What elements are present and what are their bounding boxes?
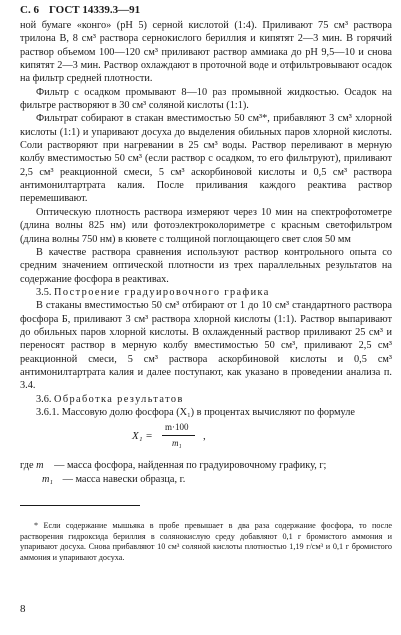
- section-number: 3.6.: [36, 393, 52, 405]
- formula: [20, 421, 392, 457]
- paragraph-2: Фильтр с осадком промывают 8—10 раз промывной жидкостью. Осадок на фильтре растворяют в 30 см³ соляной кислоты (1:1).: [20, 86, 392, 112]
- fraction-bar: [162, 435, 195, 436]
- paragraph-7: 3.6.1. Массовую долю фосфора (X₁) в процентах вычисляют по формуле: [36, 406, 355, 418]
- formula-denominator: m₁: [172, 438, 182, 449]
- footnote: * Если содержание мышьяка в пробе превышает в два раза содержание фосфора, то после растворения гидроксида бериллия в солянокислую среду добавляют 0,1 г бромистого аммония и упаривают досуха. Снова прибавляют 10 см³ соляной кислоты плотностью 1,19 г/см³ и 0,1 г бромистого аммония и упаривают досуха.: [20, 521, 392, 562]
- paragraph-6: В стаканы вместимостью 50 см³ отбирают от 1 до 10 см³ стандартного раствора фосфора Б, приливают 3 см³ раствора хлорной кислоты (1:1). Раствор выпаривают до обильных паров хлорной кислоты. В охлажденный раствор приливают 25 см³ и переносят раствор в мерную колбу вместимостью 50 см³, приливают 2,5 см³ реакционной смеси, 5 см³ раствора аскорбиновой кислоты и 0,5 см³ антимонилтартрата калия и далее поступают, как указано в проведении анализа п. 3.4.: [20, 300, 392, 392]
- paragraph-4: Оптическую плотность раствора измеряют через 10 мин на спектрофотометре (длина волны 825 нм) или фотоэлектроколориметре с красным светофильтром (длина волны 750 нм) в кювете с толщиной поглощающего свет слоя 50 мм: [20, 206, 392, 245]
- page-number: 8: [20, 603, 26, 615]
- variable-m: m: [36, 460, 44, 472]
- section-heading-3-5: [20, 286, 392, 299]
- page-label: С. 6: [20, 4, 39, 16]
- formula-lhs: X₁ =: [132, 430, 153, 443]
- paragraph-3: Фильтрат собирают в стакан вместимостью 50 см³*, прибавляют 3 см³ хлорной кислоты (1:1) и упаривают досуха до выделения обильных паров хлорной кислоты. Соли растворяют при нагревании в 25 см³ воды. Раствор переливают в мерную колбу вместимостью 50 см³ (если раствор с осадком, то его фильтруют), приливают 2,5 см³ реакционной смеси, 5 см³ аскорбиновой кислоты и 0,5 см³ раствора антимонилтартрата калия. После приливания каждого реактива раствор перемешивают.: [20, 113, 392, 205]
- where-word: где: [20, 460, 34, 472]
- variable-m1: m₁: [42, 473, 54, 485]
- definition-m: — масса фосфора, найденная по градуировочному графику, г;: [54, 460, 327, 472]
- paragraph-1: ной бумаге «конго» (рН 5) серной кислотой (1:4). Приливают 75 см³ раствора трилона В, 8 см³ раствора сернокислого бериллия и кипятят 2—3 мин. В горячий раствор объемом 100—120 см³ приливают раствор аммиака до рН 9,5—10 и снова кипятят 2—3 мин. Раствор охлаждают в проточной воде и отфильтровывают осадок на фильтр средней плотности.: [20, 20, 392, 85]
- paragraph-5: В качестве раствора сравнения используют раствор контрольного опыта со средним значением оптической плотности из трех параллельных результатов на содержание фосфора в реактивах.: [20, 246, 392, 285]
- footnote-divider: [20, 505, 140, 506]
- variable-definition-2: [20, 473, 392, 486]
- definition-m1: — масса навески образца, г.: [62, 473, 186, 485]
- formula-numerator: m·100: [165, 422, 189, 433]
- variable-definition-1: [20, 459, 392, 472]
- standard-code: ГОСТ 14339.3—91: [48, 4, 141, 16]
- section-title: Обработка результатов: [54, 393, 184, 405]
- page-header: [20, 4, 140, 16]
- section-number: 3.5.: [36, 286, 52, 298]
- section-heading-3-6: [20, 393, 392, 406]
- formula-end: ,: [203, 430, 206, 443]
- document-body: [20, 19, 392, 486]
- section-title: Построение градуировочного графика: [54, 286, 270, 298]
